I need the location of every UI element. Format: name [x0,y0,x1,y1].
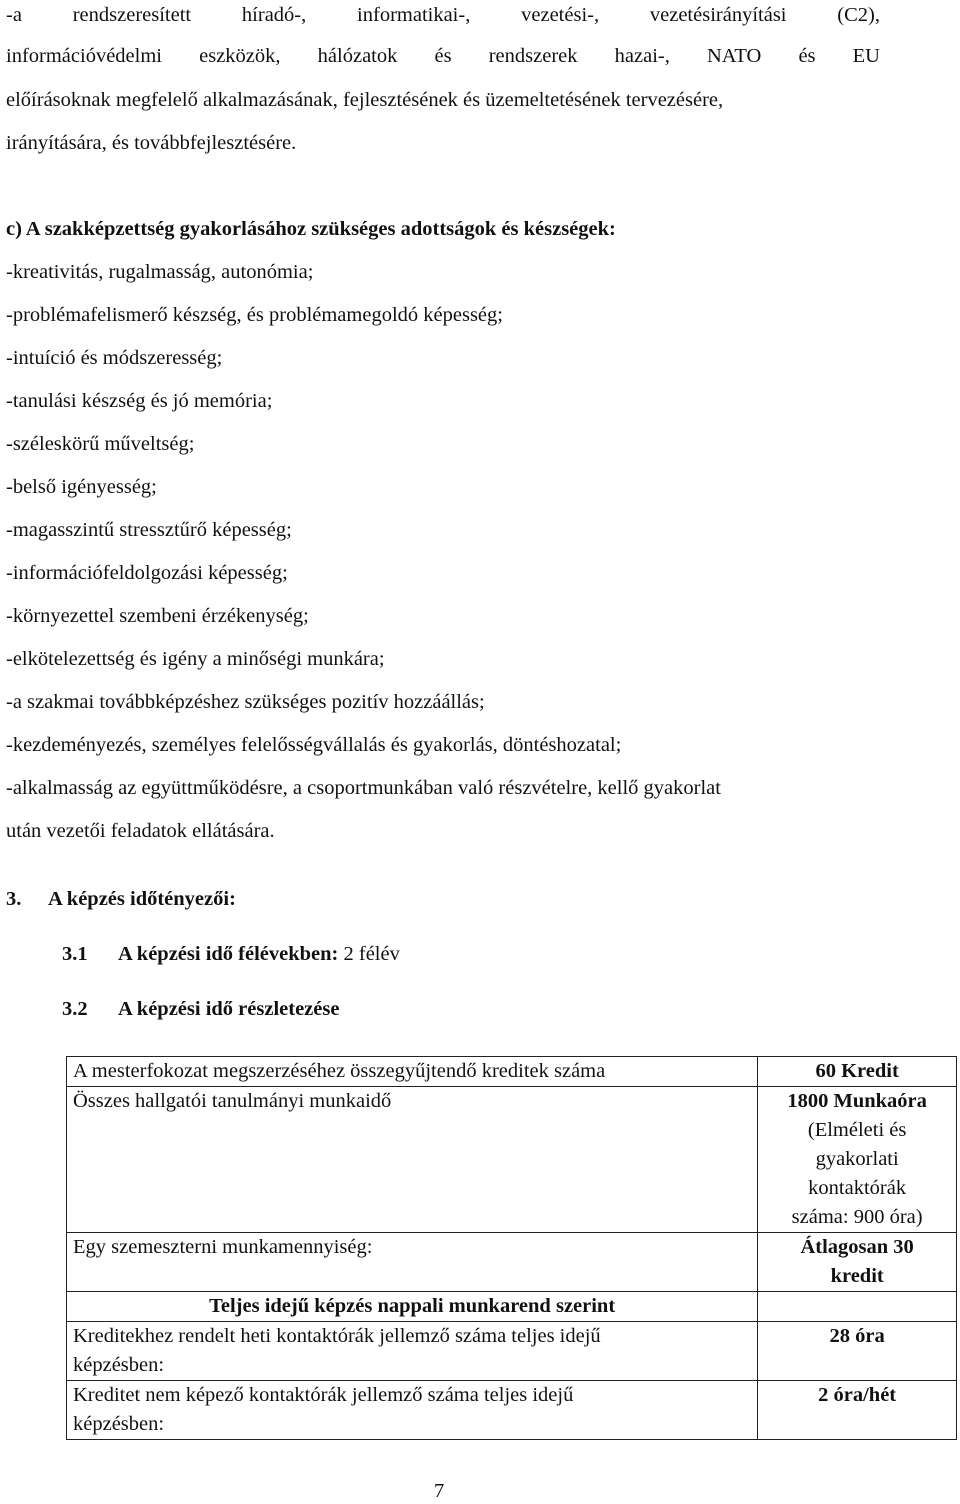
table-subheader: Teljes idejű képzés nappali munkarend szerint [67,1292,758,1322]
table-row [67,1292,957,1322]
word: információvédelmi [6,45,162,67]
skill-item: -széleskörű műveltség; [6,433,195,455]
value-line: kredit [830,1265,884,1287]
subsection-title: A képzési idő félévekben: [118,943,339,965]
intro-line-4: irányítására, és továbbfejlesztésére. [6,132,297,154]
intro-line-3: előírásoknak megfelelő alkalmazásának, fejlesztésének és üzemeltetésének tervezésére, [6,89,724,111]
skill-item: -intuíció és módszeresség; [6,347,223,369]
page-number: 7 [434,1480,445,1502]
word: vezetésirányítási [649,4,787,26]
section-3-2-heading [62,996,339,1022]
section-number: 3. [6,888,22,910]
word: vezetési-, [521,4,600,26]
skills-heading: c) A szakképzettség gyakorlásához szükséges adottságok és készségek: [6,218,616,240]
table-cell-label: A mesterfokozat megszerzéséhez összegyűjtendő kreditek száma [67,1057,758,1087]
skill-item: -információfeldolgozási képesség; [6,562,288,584]
section-3-heading [6,886,236,912]
subsection-title: A képzési idő részletezése [118,998,340,1020]
table-cell-value [758,1087,957,1233]
skill-item: -kezdeményezés, személyes felelősségvállalás és gyakorlás, döntéshozatal; [6,734,622,756]
table-cell-value: 2 óra/hét [758,1381,957,1440]
section-3-1-heading [62,941,400,967]
value-line: Átlagosan 30 [800,1236,914,1258]
value-line: 1800 Munkaóra [787,1090,927,1112]
value-line: (Elméleti és [807,1119,907,1141]
skill-item: -tanulási készség és jó memória; [6,390,273,412]
word: (C2), [837,4,880,26]
table-cell-value: 60 Kredit [758,1057,957,1087]
table-cell-value: 28 óra [758,1322,957,1381]
word: híradó-, [241,4,307,26]
table-cell-label [67,1381,758,1440]
section-title: A képzés időtényezői: [48,888,236,910]
table-cell-value [758,1233,957,1292]
skill-item: -környezettel szembeni érzékenység; [6,605,309,627]
subsection-number: 3.2 [62,998,88,1020]
word: hazai-, [614,45,670,67]
label-line: Kreditekhez rendelt heti kontaktórák jellemző száma teljes idejű [73,1325,601,1347]
intro-line-2 [6,43,880,69]
table-row [67,1057,957,1087]
word: -a [6,4,22,26]
table-row [67,1087,957,1233]
word: és [434,45,452,67]
table-row [67,1233,957,1292]
subsection-value: 2 félév [343,943,400,965]
label-line: képzésben: [73,1413,165,1435]
skill-item: -magasszintű stressztűrő képesség; [6,519,292,541]
skill-item: -kreativitás, rugalmasság, autonómia; [6,261,314,283]
table-cell-label: Egy szemeszterni munkamennyiség: [67,1233,758,1292]
label-line: Kreditet nem képező kontaktórák jellemző száma teljes idejű [73,1384,574,1406]
subsection-number: 3.1 [62,943,88,965]
word: NATO [707,45,762,67]
value-line: gyakorlati [815,1148,899,1170]
skill-item: -alkalmasság az együttműködésre, a csoportmunkában való részvételre, kellő gyakorlat [6,777,721,799]
value-line: kontaktórák [808,1177,907,1199]
word: és [798,45,816,67]
word: rendszerek [488,45,578,67]
table-row [67,1381,957,1440]
table-cell-value [758,1292,957,1322]
skill-item: -belső igényesség; [6,476,157,498]
table-cell-label: Összes hallgatói tanulmányi munkaidő [67,1087,758,1233]
word: hálózatok [317,45,398,67]
label-line: képzésben: [73,1354,165,1376]
word: eszközök, [199,45,281,67]
word: rendszeresített [72,4,192,26]
table-row [67,1322,957,1381]
table-cell-label [67,1322,758,1381]
word: informatikai-, [357,4,471,26]
skill-item: -elkötelezettség és igény a minőségi munkára; [6,648,385,670]
skill-item: -a szakmai továbbképzéshez szükséges pozitív hozzáállás; [6,691,485,713]
skill-item: után vezetői feladatok ellátására. [6,820,275,842]
intro-line-1 [6,2,880,28]
training-time-table [66,1056,957,1440]
word: EU [852,45,880,67]
skill-item: -problémafelismerő készség, és problémamegoldó képesség; [6,304,503,326]
value-line: száma: 900 óra) [791,1206,923,1228]
